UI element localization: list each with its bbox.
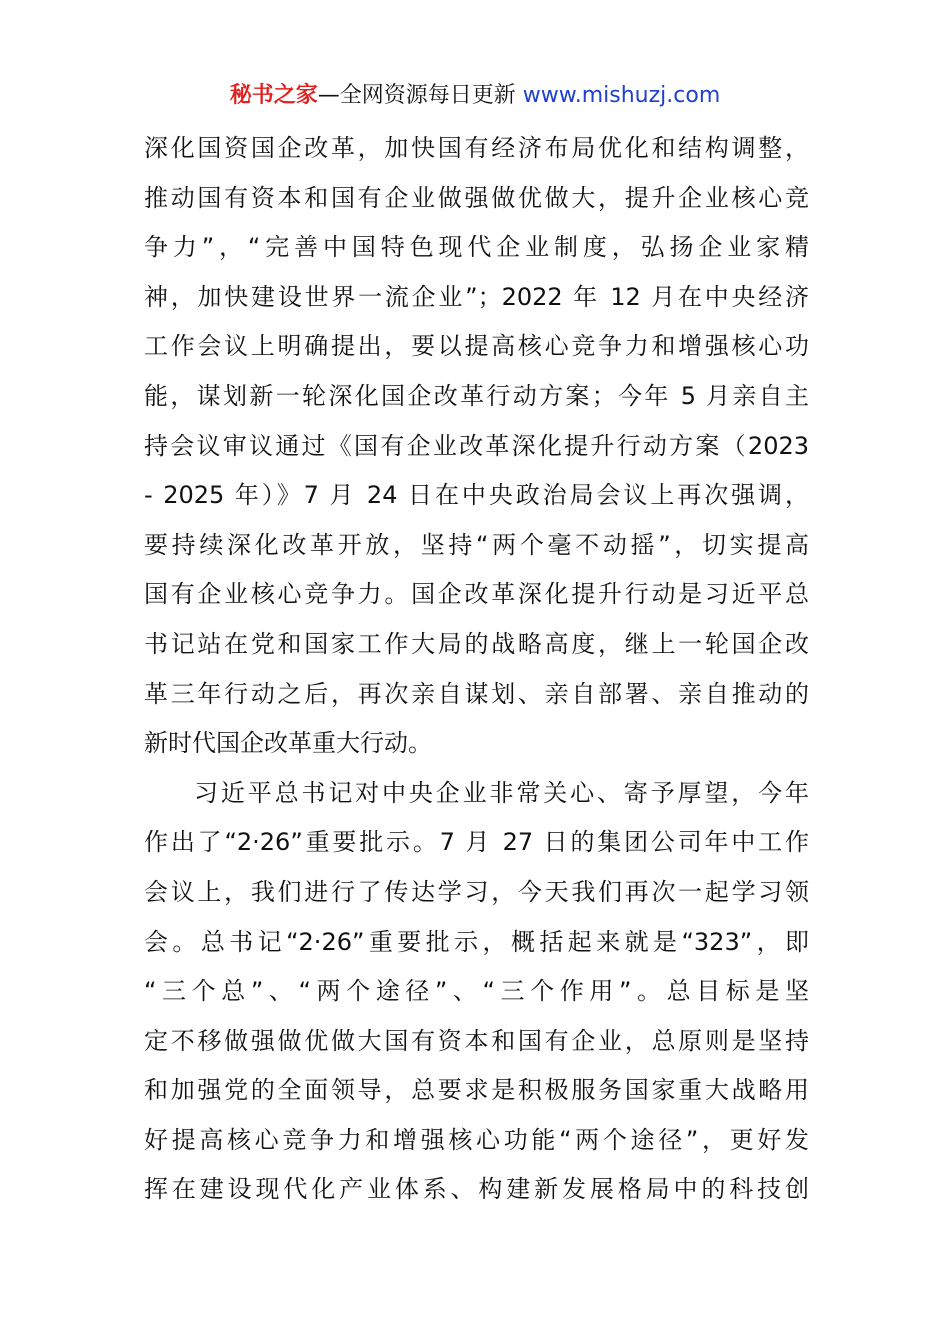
site-header [0, 80, 950, 112]
text-line: 书记站在党和国家工作大局的战略高度，继上一轮国企改 [144, 629, 809, 658]
paragraph-1 [144, 124, 809, 769]
text-line: “三个总”、“两个途径”、“三个作用”。总目标是坚 [144, 977, 809, 1006]
site-tagline: —全网资源每日更新 [317, 83, 516, 108]
site-url-link[interactable]: www.mishuzj.com [522, 83, 721, 108]
text-line: 挥在建设现代化产业体系、构建新发展格局中的科技创 [144, 1175, 809, 1204]
text-line: 国有企业核心竞争力。国企改革深化提升行动是习近平总 [144, 580, 809, 609]
text-line: 新时代国企改革重大行动。 [144, 729, 432, 758]
text-line: - 2025 年）》7 月 24 日在中央政治局会议上再次强调， [144, 481, 809, 510]
text-line: 作出了“2·26”重要批示。7 月 27 日的集团公司年中工作 [144, 828, 809, 857]
site-brand: 秘书之家 [229, 83, 318, 108]
text-line: 神，加快建设世界一流企业”；2022 年 12 月在中央经济 [144, 282, 809, 311]
text-line: 习近平总书记对中央企业非常关心、寄予厚望，今年 [194, 778, 809, 807]
text-line: 争力”，“完善中国特色现代企业制度，弘扬企业家精 [144, 233, 809, 262]
text-line: 和加强党的全面领导，总要求是积极服务国家重大战略用 [144, 1076, 809, 1105]
text-line: 推动国有资本和国有企业做强做优做大，提升企业核心竞 [144, 183, 809, 212]
text-line: 好提高核心竞争力和增强核心功能“两个途径”，更好发 [144, 1125, 809, 1154]
text-line: 革三年行动之后，再次亲自谋划、亲自部署、亲自推动的 [144, 679, 809, 708]
text-line: 要持续深化改革开放，坚持“两个毫不动摇”，切实提高 [144, 530, 809, 559]
text-line: 深化国资国企改革，加快国有经济布局优化和结构调整， [144, 134, 809, 162]
text-line: 定不移做强做优做大国有资本和国有企业，总原则是坚持 [144, 1026, 809, 1055]
text-line: 持会议审议通过《国有企业改革深化提升行动方案（2023 [144, 431, 809, 460]
text-line: 能，谋划新一轮深化国企改革行动方案；今年 5 月亲自主 [144, 381, 809, 410]
document-body [144, 124, 809, 1215]
paragraph-2 [144, 769, 809, 1215]
text-line: 会议上，我们进行了传达学习，今天我们再次一起学习领 [144, 877, 809, 906]
text-line: 工作会议上明确提出，要以提高核心竞争力和增强核心功 [144, 332, 809, 361]
text-line: 会。总书记“2·26”重要批示，概括起来就是“323”，即 [144, 927, 809, 956]
